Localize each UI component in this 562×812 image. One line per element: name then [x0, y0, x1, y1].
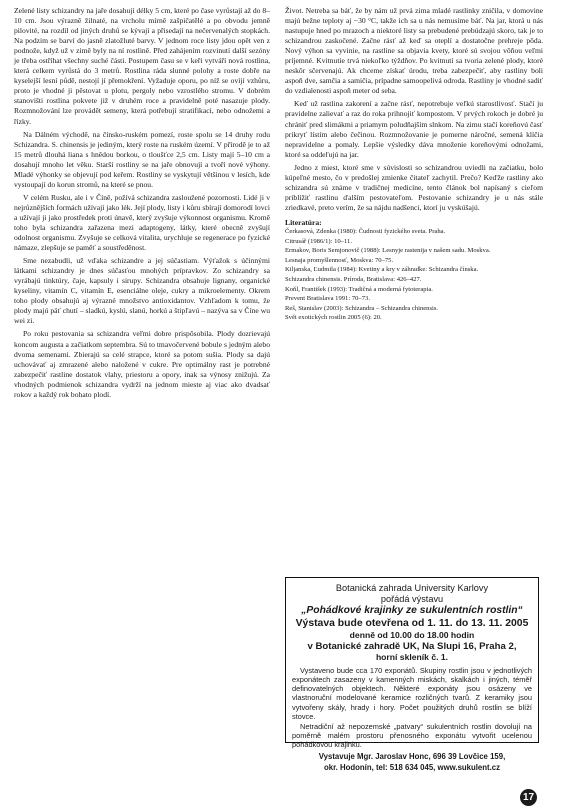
- literature-item: Čerkasová, Zdenka (1980): Čudnosti fyzického sveta. Praha.: [285, 227, 446, 235]
- body-paragraph: V celém Rusku, ale i v Číně, požívá schizandra zasloužené pozornosti. Lidé ji v nejrůznějších formách užívají jako lék. Její plody, listy i kůru sbírají domorodí lovci a užívají ji jako prostředek proti únavě, který zvyšuje výkonnost organismu. Kromě toho byla schizandra zařazena mezi adaptogeny, látky, které obecně zvyšují odolnost organismu. Zvyšuje se celková vitalita, urychluje se regenerace po fyzické námaze, zlepšuje se paměť a soustředěnost.: [14, 192, 270, 253]
- literature-item: Koňl, František (1993): Tradičná a moderná fytoterapia.: [285, 285, 433, 293]
- body-paragraph: Sme nezabudli, už vďaka schizandre a jej súčastiam. Výťažok s účinnými látkami schizandry je dnes súčasťou mnohých prípravkov. Zo schizandry sa vyrábajú tinktúry, čaje, kapsuly i sirupy. Schizandra obsahuje lignany, organické kyseliny, vitamín C, vitamín E, esenciálne oleje, cukry a mikroelementy. Okrem toho plody obsahujú aj výrazné množstvo antioxidantov. Vzhľadom k tomu, že plody majú päť chutí – sladkú, kyslú, slanú, horkú a štipľavú – nazýva sa v Číne wu wei zi.: [14, 256, 270, 326]
- literature-item: Reš, Stanislav (2003): Schizandra – Schizandra chinensis.: [285, 304, 439, 312]
- literature-list: [285, 228, 543, 323]
- literature-item: Kiljanska, Ľudmila (1984): Kvetiny a kry v záhradke: Schizandra čínska.: [285, 266, 479, 274]
- advert-hours: denně od 10.00 do 18.00 hodin: [349, 630, 475, 640]
- body-paragraph: Keď už rastlina zakorení a začne rásť, nepotrebuje veľkú starostlivosť. Stačí ju pravidelne zalievať a raz do roka prihnojiť kompostom. V prvých rokoch je dobré ju chrániť pred slimákmi a priamym poludňajším slnkom. Na zimu stačí koreňovú časť prikryť lístím alebo čečinou. Rozmnožovanie je pomerne náročné, semená klíčia nepravidelne a pomaly. Lepšie výsledky dáva množenie koreňovými odnožami, ktoré sa oddeľujú na jar.: [285, 99, 543, 159]
- body-paragraph: Po roku pestovania sa schizandra veľmi dobre prispôsobila. Plody dozrievajú koncom augusta a začiatkom septembra. Sú to tmavočervené bobule s jedným alebo dvoma semenami. Zbierajú sa celé strapce, ktoré sa potom sušia. Plody sa dajú uchovávať aj zmrazené alebo naložené v cukre. Pre optimálny rast je potrebné zabezpečiť rastline dostatok vlahy, priestoru a opory, inak sa výnosy znižujú. Za vhodných podmienok schizandra vydrží na jednom mieste aj viac ako dvadsať rokov a každý rok bohato plodí.: [14, 329, 270, 399]
- body-paragraph: Život. Netreba sa báť, že by nám už prvá zima mladé rastlinky zničila, v domovine majú bežne teploty aj −30 °C, takže ich sa u nás nemusíme báť. Na jar, ktorá u nás nastupuje hned po mrazoch a niektoré listy sa prebudené prebúdzajú skoro, tak je to schizandrou zaskočené. Začne rásť až keď sa oteplí a dostatočne prehreje pôda. Nový výhon sa vyvinie, na rastline sa objavia kvety, ktoré sú svojou vôňou veľmi príjemné. Kvitnutie trvá niekoľko týždňov. Po kvitnutí sa tvoria zelené plody, ktoré neskôr sčervenajú. Ak chceme získať úrodu, treba zabezpečiť, aby rastliny boli aspoň dve, samčia a samičia, prípadne samoopelivá odroda. Rastliny je vhodné sadiť do vzdialenosti aspoň meter od seba.: [285, 6, 543, 96]
- left-text-column: [14, 6, 270, 403]
- advert-contact-phone-web: okr. Hodonín, tel: 518 634 045, www.sukulent.cz: [323, 763, 501, 773]
- advert-organizer: Botanická zahrada University Karlovy: [335, 583, 489, 593]
- page-number-badge: 17: [520, 789, 537, 806]
- advert-body-paragraph: Netradiční až nepozemské „patvary“ sukulentních rostlin dovolují na poměrně malém prostoru přenosného exponátu vytvořit ucelenou pohádkovou krajinku.: [292, 722, 532, 750]
- advert-subtitle: pořádá výstavu: [380, 594, 444, 604]
- advert-greenhouse: horní skleník č. 1.: [375, 652, 449, 663]
- literature-heading: Literatúra:: [285, 217, 322, 227]
- advert-body-paragraph: Vystaveno bude cca 170 exponátů. Skupiny rostlin jsou v jednotlivých exponátech zasazeny v kamenných miskách, skalkách i jiných, téměř definovatelných objektech. Některé exponáty jsou osázeny ve vlastnoruční modelované keramice rozličných tvarů. Z keramiky jsou vytvořeny skály, hrady i hory. Počet použitých druhů rostlin se blíží stovce.: [292, 665, 532, 721]
- advert-contact-name: Vystavuje Mgr. Jaroslav Honc, 696 39 Lovčice 159,: [318, 751, 506, 761]
- literature-item: Svět exotických rostlin 2005 (6): 20.: [285, 314, 382, 322]
- literature-item: Prevent Bratislava 1991: 70–73.: [285, 295, 370, 303]
- body-paragraph: Zelené listy schizandry na jaře dosahují délky 5 cm, které po čase vyrůstají až do 8–10 cm. Jsou výrazně žilnaté, na vrcholu mírně zašpičatělé a po obvodu jemně pilovité, na rozdíl od jiných druhů se kývají a přisedají na nečervenalých stopkách. Na podzim se barví do jasně zlatožluté barvy. V jednom roce listy jdou opět ven z podnože, když už v zimě byly na ní rostlině. Před zahájením rozvinutí další sezóny je třeba ostříhat všechny suché části. Postupem času se v keři vytváří nová rostlina, která celkem vyrůstá do 3 metrů. Rostlina ráda slunné polohy a roste dobře na kyselejší lesní půdě, nestojí jí přemokření. Vyžaduje oporu, po níž se ovíjí vzhůru, proto je vhodné ji pěstovat u plotu, pergoly nebo vzrostlého stromu. V dobrém stanovišti rostlina pokvete již v druhém roce a pravidelně poté nasazuje plody. Rozmnožování lze provádět semeny, která potřebují stratifikaci, nebo odnožemi a řízky.: [14, 6, 270, 126]
- literature-item: Citrusář (1986/1): 10–11.: [285, 237, 352, 245]
- body-paragraph: Na Dálném východě, na čínsko-ruském pomezí, roste spolu se 14 druhy rodu Schizandra. S. chinensis je jediným, který roste na ruském území. V přírodě je to až 15 metrů dlouhá liana s hnědou borkou, o tloušťce 2,5 cm. Listy mají 5–10 cm a dosahují mnoho let věku. Starší rostliny se na jaře obnovují a tvoří nové výhony. Mladé výhonky se objevují pod keřem. Rostliny se vyskytují většinou v lesích, kde vystoupají do korun stromů, na které se pnou.: [14, 129, 270, 189]
- advert-location: v Botanické zahradě UK, Na Slupi 16, Praha 2,: [307, 640, 517, 652]
- body-paragraph: Jedno z miest, ktoré sme v súvislosti so schizandrou uviedli na začiatku, bolo kúpeľné mesto, čo v predošlej zmienke čitateľ zachytil. Prečo? Keďže rastliny ako schizandra sú známe v tradičnej medicíne, tento článok bol napísaný s cieľom priblížiť rastlinu ďalším pestovateľom. Pestovanie schizandry je u nás stále zriedkavé, preto verím, že sa nájdu nadšenci, ktorí ju vyskúšajú.: [285, 162, 543, 212]
- right-text-column: [285, 6, 543, 324]
- exhibition-advert-box: [285, 577, 539, 773]
- literature-item: Ermakov, Boris Semjonovič (1988): Lesnyje rastenija v našem sadu. Moskva.: [285, 247, 491, 255]
- literature-item: Schizandra chinensis. Príroda, Bratislava: 426–427.: [285, 275, 422, 283]
- literature-item: Lesnaja promyšlennosť, Moskva: 70–75.: [285, 256, 394, 264]
- advert-exhibition-title: „Pohádkové krajinky ze sukulentních rostlin“: [301, 605, 523, 616]
- advert-dates: Výstava bude otevřena od 1. 11. do 13. 11. 2005: [295, 617, 529, 629]
